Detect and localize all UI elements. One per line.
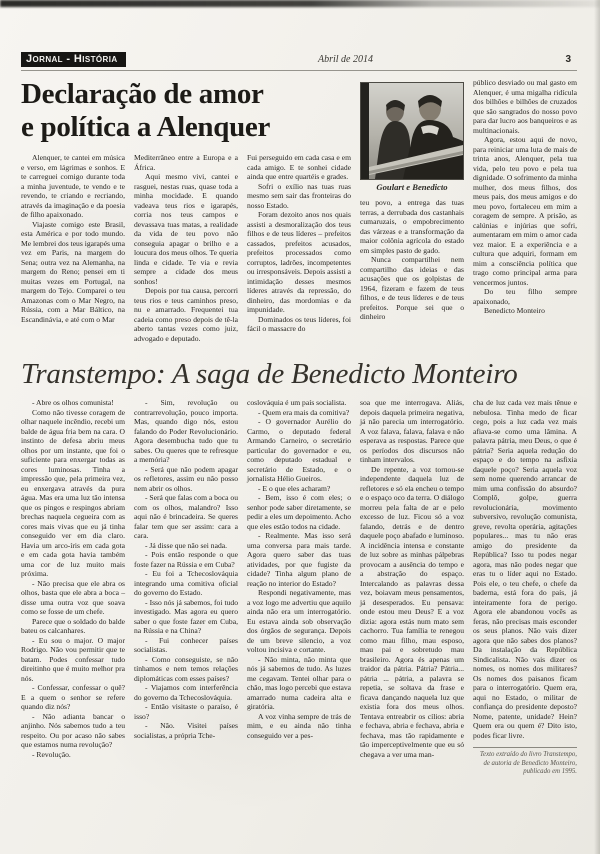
paragraph: A voz vinha sempre de trás de mim, e eu ainda não tinha conseguido ver a pes- xyxy=(247,711,351,740)
page-content xyxy=(21,52,577,777)
paragraph: Aqui mesmo vivi, cantei e rasguei, nestas ruas, quase toda a minha mocidade. E quando vadeava teus rios e igarapés, corria nos teus campos e devassava tuas matas, a realidade da vida de teu povo não conseguia apagar o brilho e a loucura dos meus olhos. Te queria linda e cidade. Te via e revia sempre a cidade dos meus sonhos! xyxy=(134,172,238,286)
article-declaracao-column-3 xyxy=(247,153,351,343)
paragraph: - Sim, revolução ou contrarrevolução, pouco importa. Mas, quando digo nós, estou falando do Poder Revolucionário. Agora desembucha tudo que tu sabes. Ou queres que te refresque a memória? xyxy=(134,398,238,464)
paragraph: Depois por tua causa, percorri teus rios e teus caminhos preso, nu e amarrado. Frequentei tua cadeia como preso depois de tê-la aberto tantas vezes como juiz, advogado e deputado. xyxy=(134,286,238,343)
article-declaracao-column-2 xyxy=(134,153,238,343)
article-transtempo xyxy=(21,398,577,777)
photo-caption: Goulart e Benedicto xyxy=(376,182,448,192)
paragraph: - Realmente. Mas isso será uma conversa para mais tarde. Agora quero saber das tuas atividades, por que fugiste da cidade? Tinha algum plano de reação no interior do Estado? xyxy=(247,531,351,588)
header-rule xyxy=(21,70,577,71)
paragraph: Benedicto Monteiro xyxy=(484,306,545,315)
paragraph: Respondi negativamente, mas a voz logo me advertiu que aquilo ainda não era um interrogatório. Eu estava ainda sob observação dos órgãos de segurança. Depois de um breve silencio, a voz voltou incisiva e cortante. xyxy=(247,588,351,654)
article-declaracao-headline xyxy=(21,78,351,144)
paragraph: Foram dezoito anos nos quais assisti a desmoralização dos teus filhos e de teus líderes – prefeitos cassados, prefeitos acusados, prefeitos processados como corruptos, ladrões, incompetentes ou irresponsáveis. Depois assisti a intimidação desses mesmos líderes através da repressão, do dinheiro, das mordomias e da impunidade. xyxy=(247,210,351,314)
paragraph: - Eu foi a Tchecoslováquia integrando uma comitiva oficial do governo do Estado. xyxy=(134,569,238,597)
paragraph: - Abre os olhos comunista! xyxy=(32,398,114,407)
paragraph: - Não precisa que ele abra os olhos, basta que ele abra a boca – disse uma outra voz que soava como se fosse de um chefe. xyxy=(21,578,125,616)
scan-edge-right xyxy=(594,0,600,854)
article-transtempo-column-5 xyxy=(473,398,577,777)
article-declaracao-column-4 xyxy=(360,198,464,322)
article-declaracao-column-4-wrap xyxy=(360,78,464,343)
paragraph: - Não minta, não minta que nós já sabemos de tudo. As luzes me cegavam. Tentei olhar para o chão, mas logo percebi que estava amarrado numa cadeira alta e giratória. xyxy=(247,654,351,711)
paragraph: - Fui conhecer países socialistas. xyxy=(134,635,238,654)
paragraph: - Isso nós já sabemos, foi tudo investigado. Mas agora eu quero saber o que foste fazer em Cuba, na Rússia e na China? xyxy=(134,597,238,635)
paragraph: público desviado ou mal gasto em Alenquer, é uma migalha ridícula dos bilhões e bilhões de cruzados que são sangrados do nosso povo para dar lucro aos banqueiros e as multinacionais. xyxy=(473,78,577,135)
article-transtempo-title: Transtempo: A saga de Benedicto Monteiro xyxy=(21,358,518,390)
paragraph: - Pois então responde o que foste fazer na Rússia e em Cuba? xyxy=(134,550,238,569)
paragraph: Viajaste comigo este Brasil, esta América e por todo mundo. Me lembrei dos teus igarapés uma vez em Paris, na margem do Sena; outra vez na Alemanha, na margem do Reno; pensei em ti muitas vezes em Portugal, na margem do Tejo. Comparei o teu Amazonas com o Mar Negro, na Rússia, com a Mar Báltico, na Escandinávia, e até com o Mar xyxy=(21,219,125,324)
article-transtempo-column-5-text xyxy=(473,398,577,740)
paragraph: - Quem era mais da comitiva? xyxy=(258,407,350,417)
paragraph: - E o que eles acharam? xyxy=(258,483,331,493)
paragraph: - Não adianta bancar o anjinho. Nós sabemos tudo a teu respeito. Ou por acaso não sabes que estamos numa revolução? xyxy=(21,711,125,749)
page-number: 3 xyxy=(565,54,571,65)
scan-edge-top xyxy=(0,0,600,7)
article-declaracao-column-1 xyxy=(21,153,125,343)
paragraph: Agora, estou aqui de novo, para reiniciar uma luta de mais de trinta anos, Alenquer, pela tua vida, pelo teu povo e pela tua dignidade. O sofrimento da minha mulher, dos meus filhos, dos meus pais, dos meus amigos e do meu povo, fortaleceu em mim a coragem de sempre. A prisão, as calúnias e injúrias que sofri, aumentaram em mim o amor cada vez maior. E a experiência e a cultura que adquiri, formam em mim a consciência política que trago como principal arma para vencermos juntos. xyxy=(473,135,577,287)
headline-line-1: Declaração de amor xyxy=(21,78,264,110)
paragraph: Fui perseguido em cada casa e em cada amigo. E te sonhei cidade ainda que entre quartéis e grades. xyxy=(247,153,351,181)
paragraph: - Eu sou o major. O major Rodrigo. Não vou permitir que te batam. Podes confessar tudo direitinho que é muito melhor pra nós. xyxy=(21,635,125,683)
issue-date: Abril de 2014 xyxy=(317,54,373,65)
paragraph: teu povo, a entrega das tuas terras, a derrubada dos castanhais cumaruzais, o empobrecimento das várzeas e a transformação da maior colônia agrícola do estado em simples pasto de gado. xyxy=(360,198,464,255)
paragraph: Alenquer, te cantei em música e verso, em lágrimas e sonhos. E te carreguei comigo durante toda a minha juventude, te vendo e te revendo, te criando e recriando, através da imaginação e da poesia de filho apaixonado. xyxy=(21,153,125,219)
article-transtempo-column-2 xyxy=(134,398,238,777)
paragraph: - Será que falas com a boca ou com os olhos, malandro? Isso aqui não é brincadeira. Se queres falar tem que ser assim: cara a cara. xyxy=(134,493,238,540)
article-transtempo-column-1 xyxy=(21,398,125,777)
paragraph: - Então visitaste o paraíso, é isso? xyxy=(134,702,238,721)
paragraph: Sofri o exílio nas tuas ruas mesmo sem sair das fronteiras do nosso Estado. xyxy=(247,181,351,210)
article-transtempo-column-3 xyxy=(247,398,351,777)
paragraph: Nunca compartilhei nem compartilho das ideias e das acusações que os golpistas de 1964, fizeram e fazem de teus filhos, e de teus líderes e de teus prefeitos. Porque sei que o dinheiro xyxy=(360,255,464,321)
paragraph: De repente, a voz tornou-se independente daquela luz de refletores e só ela encheu o tempo e o espaço oco da terra. O diálogo morreu pela falta de ar e pelo excesso de luz. Ficou só a voz falando, detrás e de dentro daquele poço abafado e luminoso. A incidência intensa e constante de luz sobre as minhas pálpebras provocam a ausência do tempo e a abstração do espaço. Intercalando as palavras dessa vez, boiavam meus pensamentos, já desesperados. Eu pensava: onde estou meu Deus? E a voz dizia: agora estás num mato sem cachorro. Tua família te renegou como mau filho, mau esposo, mau pai e sobretudo mau brasileiro. Agora és apenas um traidor da pátria. Pátria? Pátria... pátria ... pátria, a palavra se repetia, se soltava da frase e ficava dançando naquela luz que existia fora dos meus olhos. Tentava entreabrir os cílios: abria e fechava, abria e fechava, abria e fechava, mas tão rapidamente e tão imperceptivelmente que eu só chegava a ver uma man- xyxy=(360,464,464,759)
paragraph: cha de luz cada vez mais tênue e nebulosa. Tinha medo de ficar cego, pois a luz cada vez mais afiava-se como uma lâmina. A palavra pátria, meu Deus, o que é pátria? Seria aquela redução do espaço e do tempo na asfixia daquele poço? Seria aquela voz sem nome querendo arrancar de mim uma confissão do absurdo? Complô, golpe, guerra revolucionária, movimento subversivo, revolução comunista, greve, revolta operária, agitações populares... mas tu não eras amigo do presidente da República? Isso tu podes negar agora, mas não podes negar que eras tu o líder aqui no Estado. Pois ele, o teu chefe, o chefe da baderna, está fora do país, já inteiramente fora de perigo. Agora ele abandonou vocês as feras, não precisas mais esconder os seus planos. Não vais dizer agora que não sabes dos planos? Da instalação da República Sindicalista. Não vais dizer os nomes, os nomes dos militares? Os nomes dos paisanos ficam para o interrogatório. Quem era, aqui no Estado, o militar de confiança do presidente deposto? Nome, patente, unidade? Hein? Quem era ou quem é? Dito isto, podes ficar livre. xyxy=(473,398,577,740)
paragraph: - Já disse que não sei nada. xyxy=(145,540,228,550)
paragraph: Do teu filho sempre apaixonado, xyxy=(473,287,577,306)
page-header xyxy=(21,52,577,67)
paragraph: Parece que o soldado do balde bateu os calcanhares. xyxy=(21,616,125,635)
article-declaracao xyxy=(21,78,577,343)
paragraph: soa que me interrogava. Aliás, depois daquela primeira negativa, já não parecia um interrogatório. A voz falava, falava, falava e não esperava as respostas. Parece que os períodos dos discursos não tinham intervalos. xyxy=(360,398,464,464)
article-declaracao-left-block xyxy=(21,78,351,343)
paragraph: coslováquia é um país socialista. xyxy=(247,398,347,407)
paragraph: - Como conseguiste, se não tínhamos e nem temos relações diplomáticas com esses países? xyxy=(134,654,238,683)
source-footnote: Texto extraído do livro Transtempo, de autoria de Benedicto Monteiro, publicado em 1995. xyxy=(473,747,577,777)
article-transtempo-column-4 xyxy=(360,398,464,777)
article-declaracao-columns xyxy=(21,153,351,343)
photo-image xyxy=(361,83,463,179)
paragraph: - Será que não podem apagar os refletores, assim eu não posso nem abrir os olhos. xyxy=(134,464,238,493)
paragraph: - Confessar, confessar o quê? E a quem o senhor se refere quando diz nós? xyxy=(21,683,125,711)
paragraph: - Viajamos com interferência do governo da Tchecoslováquia. xyxy=(134,683,238,702)
journal-brand: Jornal - História xyxy=(21,52,126,67)
paragraph: Mediterrâneo entre a Europa e a África. xyxy=(134,153,238,172)
paragraph: Dominados os teus líderes, foi fácil o massacre do xyxy=(247,314,351,333)
paragraph: - Revolução. xyxy=(32,749,71,759)
photo-goulart-e-benedicto xyxy=(360,82,464,180)
paragraph: - O governador Aurélio do Carmo, o deputado federal Armando Carneiro, o secretário particular do governador e eu, como deputado estadual e secretário de Estado, e o jornalista Hélio Gueiros. xyxy=(247,417,351,483)
paragraph: Como não tivesse coragem de olhar naquele incêndio, recebi um balde de água fria bem na cara. O instinto de defesa abriu meus olhos por um instante, que foi o suficiente para enxergar todas as cores luminosas. Tinha a impressão que, pela primeira vez, eu enxergava através da pura água. Mas era uma luz tão intensa que os pingos e respingos abriam brechas naquela cegueira com as cores mais vivas que eu já tinha conseguido ver em dia claro. Havia um arco-íris em cada gota e em cada gota havia também uma cor de luz muito mais próxima. xyxy=(21,407,125,578)
paragraph: - Bem, isso é com eles; o senhor pode saber diretamente, se pedir a eles um depoimento. Acho que eles estão todos na cidade. xyxy=(247,493,351,531)
headline-line-2: e política a Alenquer xyxy=(21,111,271,143)
paragraph: - Não. Visitei países socialistas, a própria Tche- xyxy=(134,721,238,740)
article-declaracao-column-5 xyxy=(473,78,577,343)
